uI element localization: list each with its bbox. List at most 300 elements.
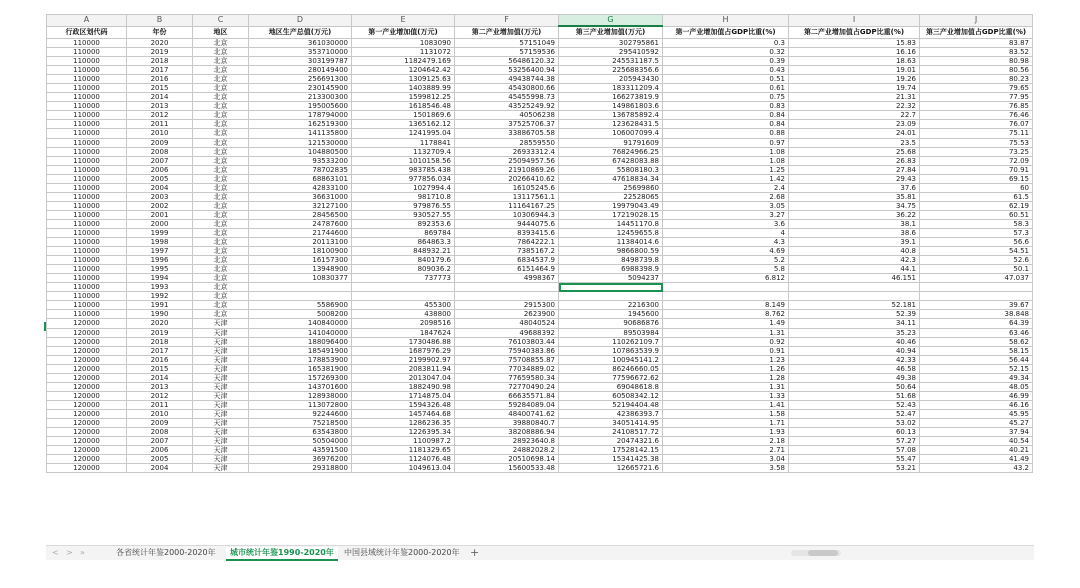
table-cell[interactable]: 20113100	[249, 238, 352, 247]
table-cell[interactable]: 2015	[127, 364, 193, 373]
table-cell[interactable]: 天津	[193, 373, 249, 382]
table-cell[interactable]: 60508342.12	[559, 391, 663, 400]
table-cell[interactable]: 17528142.15	[559, 446, 663, 455]
table-cell[interactable]: 120000	[47, 337, 127, 346]
table-cell[interactable]: 809036.2	[352, 265, 455, 274]
table-cell[interactable]: 1501869.6	[352, 111, 455, 120]
table-cell[interactable]: 北京	[193, 120, 249, 129]
table-cell[interactable]: 39880840.7	[455, 418, 559, 427]
table-cell[interactable]: 14451170.8	[559, 219, 663, 228]
table-cell[interactable]: 15.83	[789, 39, 920, 48]
column-header-d[interactable]: D	[249, 15, 352, 27]
table-cell[interactable]: 2013047.04	[352, 373, 455, 382]
table-cell[interactable]: 110000	[47, 102, 127, 111]
column-header-i[interactable]: I	[789, 15, 920, 27]
table-cell[interactable]: 80.98	[920, 57, 1033, 66]
table-cell[interactable]: 49688392	[455, 328, 559, 337]
table-cell[interactable]: 天津	[193, 319, 249, 328]
table-cell[interactable]: 869784	[352, 228, 455, 237]
table-cell[interactable]: 45455998.73	[455, 93, 559, 102]
table-cell[interactable]: 0.88	[663, 129, 789, 138]
table-cell[interactable]: 46.151	[789, 274, 920, 283]
table-cell[interactable]: 2019	[127, 48, 193, 57]
table-cell[interactable]: 16157300	[249, 256, 352, 265]
table-cell[interactable]	[352, 292, 455, 301]
table-cell[interactable]: 12459655.8	[559, 228, 663, 237]
table-cell[interactable]: 2014	[127, 373, 193, 382]
table-cell[interactable]: 北京	[193, 210, 249, 219]
table-cell[interactable]: 3.6	[663, 219, 789, 228]
table-cell[interactable]: 46.99	[920, 391, 1033, 400]
table-cell[interactable]: 2019	[127, 328, 193, 337]
table-cell[interactable]: 48400741.62	[455, 409, 559, 418]
table-cell[interactable]: 76103803.44	[455, 337, 559, 346]
table-cell[interactable]: 195005600	[249, 102, 352, 111]
table-cell[interactable]: 157269300	[249, 373, 352, 382]
table-cell[interactable]: 75.53	[920, 138, 1033, 147]
table-cell[interactable]: 36.22	[789, 210, 920, 219]
table-cell[interactable]: 2623900	[455, 310, 559, 319]
table-cell[interactable]: 2.71	[663, 446, 789, 455]
table-cell[interactable]: 52.39	[789, 310, 920, 319]
table-cell[interactable]: 185491900	[249, 346, 352, 355]
table-cell[interactable]: 45.27	[920, 418, 1033, 427]
table-cell[interactable]: 天津	[193, 391, 249, 400]
table-cell[interactable]: 1.31	[663, 382, 789, 391]
table-cell[interactable]: 1.93	[663, 428, 789, 437]
table-cell[interactable]: 1.28	[663, 373, 789, 382]
column-header-a[interactable]: A	[47, 15, 127, 27]
table-cell[interactable]: 438800	[352, 310, 455, 319]
table-cell[interactable]: 37.6	[789, 183, 920, 192]
table-cell[interactable]: 52.15	[920, 364, 1033, 373]
table-cell[interactable]: 2.68	[663, 192, 789, 201]
table-cell[interactable]: 29318800	[249, 464, 352, 473]
table-cell[interactable]: 北京	[193, 247, 249, 256]
table-cell[interactable]: 13948900	[249, 265, 352, 274]
table-cell[interactable]: 12665721.6	[559, 464, 663, 473]
table-cell[interactable]: 54.51	[920, 247, 1033, 256]
table-cell[interactable]	[249, 292, 352, 301]
table-cell[interactable]: 56.44	[920, 355, 1033, 364]
table-cell[interactable]: 19979043.49	[559, 201, 663, 210]
table-cell[interactable]	[455, 292, 559, 301]
table-cell[interactable]: 165381900	[249, 364, 352, 373]
table-cell[interactable]: 89503984	[559, 328, 663, 337]
table-cell[interactable]: 58.15	[920, 346, 1033, 355]
table-cell[interactable]: 天津	[193, 400, 249, 409]
table-cell[interactable]: 120000	[47, 437, 127, 446]
table-cell[interactable]: 52.6	[920, 256, 1033, 265]
table-cell[interactable]: 737773	[352, 274, 455, 283]
field-header-cell[interactable]: 第三产业增加值(万元)	[559, 26, 663, 39]
table-cell[interactable]: 120000	[47, 382, 127, 391]
table-cell[interactable]: 979876.55	[352, 201, 455, 210]
table-cell[interactable]: 52.43	[789, 400, 920, 409]
table-cell[interactable]: 北京	[193, 228, 249, 237]
table-cell[interactable]: 2004	[127, 464, 193, 473]
table-cell[interactable]: 2008	[127, 428, 193, 437]
table-cell[interactable]: 69.15	[920, 174, 1033, 183]
table-cell[interactable]: 5094237	[559, 274, 663, 283]
table-cell[interactable]: 43.2	[920, 464, 1033, 473]
field-header-cell[interactable]: 年份	[127, 26, 193, 39]
table-cell[interactable]: 46.16	[920, 400, 1033, 409]
table-cell[interactable]: 4.3	[663, 238, 789, 247]
table-cell[interactable]: 63.46	[920, 328, 1033, 337]
first-sheet-icon[interactable]: <	[52, 548, 59, 557]
table-cell[interactable]: 1994	[127, 274, 193, 283]
table-cell[interactable]: 107863539.9	[559, 346, 663, 355]
table-cell[interactable]: 50.64	[789, 382, 920, 391]
table-cell[interactable]: 245531187.5	[559, 57, 663, 66]
table-cell[interactable]: 353710000	[249, 48, 352, 57]
table-cell[interactable]: 295410592	[559, 48, 663, 57]
table-cell[interactable]: 1996	[127, 256, 193, 265]
table-cell[interactable]: 53.02	[789, 418, 920, 427]
table-cell[interactable]: 北京	[193, 292, 249, 301]
table-cell[interactable]: 1.71	[663, 418, 789, 427]
table-cell[interactable]: 141040000	[249, 328, 352, 337]
table-cell[interactable]: 16.16	[789, 48, 920, 57]
table-cell[interactable]: 2003	[127, 192, 193, 201]
column-header-b[interactable]: B	[127, 15, 193, 27]
table-cell[interactable]: 11384014.6	[559, 238, 663, 247]
table-cell[interactable]: 25.68	[789, 147, 920, 156]
table-cell[interactable]: 天津	[193, 382, 249, 391]
table-cell[interactable]: 1.23	[663, 355, 789, 364]
table-cell[interactable]: 110000	[47, 39, 127, 48]
table-cell[interactable]: 北京	[193, 219, 249, 228]
table-cell[interactable]: 2017	[127, 66, 193, 75]
table-cell[interactable]: 53256400.94	[455, 66, 559, 75]
table-cell[interactable]: 3.04	[663, 455, 789, 464]
table-cell[interactable]: 34051414.95	[559, 418, 663, 427]
table-cell[interactable]: 24882028.2	[455, 446, 559, 455]
table-cell[interactable]: 2018	[127, 57, 193, 66]
table-cell[interactable]: 13117561.1	[455, 192, 559, 201]
table-cell[interactable]: 2017	[127, 346, 193, 355]
table-cell[interactable]: 110000	[47, 256, 127, 265]
table-cell[interactable]: 110000	[47, 201, 127, 210]
table-cell[interactable]: 62.19	[920, 201, 1033, 210]
table-cell[interactable]: 1178841	[352, 138, 455, 147]
table-cell[interactable]: 90686876	[559, 319, 663, 328]
table-cell[interactable]: 91791609	[559, 138, 663, 147]
table-cell[interactable]: 1945600	[559, 310, 663, 319]
table-cell[interactable]: 8393415.6	[455, 228, 559, 237]
table-cell[interactable]: 110000	[47, 265, 127, 274]
field-header-cell[interactable]: 第二产业增加值占GDP比重(%)	[789, 26, 920, 39]
table-cell[interactable]: 110262109.7	[559, 337, 663, 346]
table-cell[interactable]: 2000	[127, 219, 193, 228]
table-cell[interactable]: 36976200	[249, 455, 352, 464]
table-cell[interactable]: 61.5	[920, 192, 1033, 201]
table-cell[interactable]: 110000	[47, 183, 127, 192]
table-cell[interactable]: 天津	[193, 328, 249, 337]
table-cell[interactable]: 50.1	[920, 265, 1033, 274]
table-cell[interactable]: 3.27	[663, 210, 789, 219]
table-cell[interactable]: 16105245.6	[455, 183, 559, 192]
table-cell[interactable]: 1993	[127, 283, 193, 292]
table-cell[interactable]: 42833100	[249, 183, 352, 192]
table-cell[interactable]: 1687976.29	[352, 346, 455, 355]
table-cell[interactable]: 40.46	[789, 337, 920, 346]
table-cell[interactable]: 110000	[47, 274, 127, 283]
table-cell[interactable]: 42.3	[789, 256, 920, 265]
table-cell[interactable]: 83.87	[920, 39, 1033, 48]
table-cell[interactable]: 5586900	[249, 301, 352, 310]
table-cell[interactable]: 49.34	[920, 373, 1033, 382]
table-cell[interactable]: 21.31	[789, 93, 920, 102]
table-cell[interactable]: 49438744.38	[455, 75, 559, 84]
table-cell[interactable]: 1083090	[352, 39, 455, 48]
table-cell[interactable]: 110000	[47, 238, 127, 247]
table-cell[interactable]: 113072800	[249, 400, 352, 409]
table-cell[interactable]: 0.83	[663, 102, 789, 111]
table-cell[interactable]: 73.25	[920, 147, 1033, 156]
table-cell[interactable]: 1999	[127, 228, 193, 237]
table-cell[interactable]: 8498739.8	[559, 256, 663, 265]
table-cell[interactable]: 0.75	[663, 93, 789, 102]
table-cell[interactable]: 36631000	[249, 192, 352, 201]
table-cell[interactable]: 110000	[47, 120, 127, 129]
table-cell[interactable]: 2006	[127, 446, 193, 455]
column-header-e[interactable]: E	[352, 15, 455, 27]
table-cell[interactable]: 120000	[47, 355, 127, 364]
table-cell[interactable]: 60	[920, 183, 1033, 192]
table-cell[interactable]: 183311209.4	[559, 84, 663, 93]
table-cell[interactable]: 42386393.7	[559, 409, 663, 418]
table-cell[interactable]: 北京	[193, 156, 249, 165]
table-cell[interactable]: 110000	[47, 174, 127, 183]
table-cell[interactable]: 38208886.94	[455, 428, 559, 437]
table-cell[interactable]: 76.46	[920, 111, 1033, 120]
table-cell[interactable]: 302795861	[559, 39, 663, 48]
table-cell[interactable]: 205943430	[559, 75, 663, 84]
table-cell[interactable]: 75218500	[249, 418, 352, 427]
table-cell[interactable]: 63543800	[249, 428, 352, 437]
table-cell[interactable]: 26933312.4	[455, 147, 559, 156]
table-cell[interactable]: 24.01	[789, 129, 920, 138]
table-cell[interactable]: 64.39	[920, 319, 1033, 328]
table-cell[interactable]: 38.1	[789, 219, 920, 228]
table-cell[interactable]: 2915300	[455, 301, 559, 310]
table-cell[interactable]: 28456500	[249, 210, 352, 219]
table-cell[interactable]: 40.54	[920, 437, 1033, 446]
table-cell[interactable]: 140840000	[249, 319, 352, 328]
table-cell[interactable]: 110000	[47, 292, 127, 301]
table-cell[interactable]: 4	[663, 228, 789, 237]
column-header-h[interactable]: H	[663, 15, 789, 27]
table-cell[interactable]: 5008200	[249, 310, 352, 319]
table-cell[interactable]: 120000	[47, 428, 127, 437]
table-cell[interactable]: 北京	[193, 283, 249, 292]
table-cell[interactable]: 1995	[127, 265, 193, 274]
table-cell[interactable]: 1.33	[663, 391, 789, 400]
table-cell[interactable]: 北京	[193, 138, 249, 147]
table-cell[interactable]: 80.23	[920, 75, 1033, 84]
table-cell[interactable]: 280149400	[249, 66, 352, 75]
table-cell[interactable]: 110000	[47, 147, 127, 156]
table-cell[interactable]: 37.94	[920, 428, 1033, 437]
table-cell[interactable]: 80.56	[920, 66, 1033, 75]
table-cell[interactable]	[789, 292, 920, 301]
table-cell[interactable]: 32127100	[249, 201, 352, 210]
table-cell[interactable]: 213300300	[249, 93, 352, 102]
table-cell[interactable]: 1241995.04	[352, 129, 455, 138]
table-cell[interactable]: 19.01	[789, 66, 920, 75]
table-cell[interactable]: 天津	[193, 418, 249, 427]
table-cell[interactable]: 5.8	[663, 265, 789, 274]
column-header-f[interactable]: F	[455, 15, 559, 27]
table-cell[interactable]: 39.1	[789, 238, 920, 247]
table-cell[interactable]: 68863101	[249, 174, 352, 183]
table-cell[interactable]: 0.39	[663, 57, 789, 66]
table-cell[interactable]: 2001	[127, 210, 193, 219]
table-cell[interactable]: 66635571.84	[455, 391, 559, 400]
table-cell[interactable]: 11164167.25	[455, 201, 559, 210]
table-cell[interactable]: 天津	[193, 364, 249, 373]
table-cell[interactable]: 1599812.25	[352, 93, 455, 102]
table-cell[interactable]: 北京	[193, 93, 249, 102]
table-cell[interactable]: 79.65	[920, 84, 1033, 93]
table-cell[interactable]: 70.91	[920, 165, 1033, 174]
table-cell[interactable]: 35.81	[789, 192, 920, 201]
table-cell[interactable]: 10830377	[249, 274, 352, 283]
table-cell[interactable]: 110000	[47, 283, 127, 292]
table-cell[interactable]: 162519300	[249, 120, 352, 129]
table-cell[interactable]: 天津	[193, 437, 249, 446]
table-cell[interactable]: 北京	[193, 57, 249, 66]
table-cell[interactable]: 2004	[127, 183, 193, 192]
field-header-cell[interactable]: 第二产业增加值(万元)	[455, 26, 559, 39]
table-cell[interactable]: 110000	[47, 192, 127, 201]
table-cell[interactable]: 26.83	[789, 156, 920, 165]
table-cell[interactable]: 38.6	[789, 228, 920, 237]
table-cell[interactable]: 4.69	[663, 247, 789, 256]
table-cell[interactable]: 76824966.25	[559, 147, 663, 156]
table-cell[interactable]: 7864222.1	[455, 238, 559, 247]
table-cell[interactable]: 2002	[127, 201, 193, 210]
table-cell[interactable]: 840179.6	[352, 256, 455, 265]
table-cell[interactable]: 120000	[47, 319, 127, 328]
table-cell[interactable]: 15341425.38	[559, 455, 663, 464]
table-cell[interactable]: 18.63	[789, 57, 920, 66]
table-cell[interactable]: 120000	[47, 409, 127, 418]
field-header-cell[interactable]: 行政区划代码	[47, 26, 127, 39]
table-cell[interactable]: 1618546.48	[352, 102, 455, 111]
table-cell[interactable]: 23.09	[789, 120, 920, 129]
table-cell[interactable]: 天津	[193, 446, 249, 455]
table-cell[interactable]: 2018	[127, 337, 193, 346]
table-cell[interactable]: 120000	[47, 464, 127, 473]
table-cell[interactable]: 892353.6	[352, 219, 455, 228]
table-cell[interactable]: 72770490.24	[455, 382, 559, 391]
table-cell[interactable]: 40.21	[920, 446, 1033, 455]
table-cell[interactable]: 22.7	[789, 111, 920, 120]
table-cell[interactable]: 120000	[47, 391, 127, 400]
table-cell[interactable]: 143701600	[249, 382, 352, 391]
table-cell[interactable]: 67428083.88	[559, 156, 663, 165]
table-cell[interactable]: 1132709.4	[352, 147, 455, 156]
table-cell[interactable]: 0.91	[663, 346, 789, 355]
table-cell[interactable]	[663, 283, 789, 292]
table-cell[interactable]: 121530000	[249, 138, 352, 147]
table-cell[interactable]: 120000	[47, 346, 127, 355]
table-cell[interactable]: 110000	[47, 165, 127, 174]
table-cell[interactable]: 44.1	[789, 265, 920, 274]
table-cell[interactable]: 2.4	[663, 183, 789, 192]
table-cell[interactable]: 110000	[47, 156, 127, 165]
prev-sheet-icon[interactable]: >	[66, 548, 73, 557]
table-cell[interactable]: 120000	[47, 373, 127, 382]
table-cell[interactable]: 149861803.6	[559, 102, 663, 111]
table-cell[interactable]: 977856.034	[352, 174, 455, 183]
table-cell[interactable]: 2006	[127, 165, 193, 174]
table-cell[interactable]: 55808180.3	[559, 165, 663, 174]
table-cell[interactable]: 2007	[127, 156, 193, 165]
table-cell[interactable]: 40506238	[455, 111, 559, 120]
table-cell[interactable]: 2083811.94	[352, 364, 455, 373]
table-cell[interactable]: 1.26	[663, 364, 789, 373]
table-cell[interactable]: 58.3	[920, 219, 1033, 228]
table-cell[interactable]: 29.43	[789, 174, 920, 183]
table-cell[interactable]: 120000	[47, 418, 127, 427]
table-cell[interactable]: 58.62	[920, 337, 1033, 346]
table-cell[interactable]: 49.38	[789, 373, 920, 382]
table-cell[interactable]: 48.05	[920, 382, 1033, 391]
table-cell[interactable]: 20510698.14	[455, 455, 559, 464]
table-cell[interactable]: 2010	[127, 129, 193, 138]
table-cell[interactable]: 北京	[193, 238, 249, 247]
table-cell[interactable]: 56.6	[920, 238, 1033, 247]
table-cell[interactable]: 1027994.4	[352, 183, 455, 192]
table-cell[interactable]: 2012	[127, 391, 193, 400]
table-cell[interactable]: 0.84	[663, 120, 789, 129]
table-cell[interactable]: 1847624	[352, 328, 455, 337]
table-cell[interactable]: 6.812	[663, 274, 789, 283]
table-cell[interactable]: 20474321.6	[559, 437, 663, 446]
table-cell[interactable]: 1226395.34	[352, 428, 455, 437]
table-cell[interactable]: 60.51	[920, 210, 1033, 219]
table-cell[interactable]: 110000	[47, 57, 127, 66]
table-cell[interactable]: 110000	[47, 228, 127, 237]
table-cell[interactable]: 3.58	[663, 464, 789, 473]
table-cell[interactable]: 983785.438	[352, 165, 455, 174]
table-cell[interactable]: 3.05	[663, 201, 789, 210]
table-cell[interactable]: 7385167.2	[455, 247, 559, 256]
table-cell[interactable]: 40.8	[789, 247, 920, 256]
next-sheet-icon[interactable]: »	[80, 548, 85, 557]
table-cell[interactable]: 北京	[193, 201, 249, 210]
table-cell[interactable]: 47.037	[920, 274, 1033, 283]
table-cell[interactable]: 110000	[47, 75, 127, 84]
table-cell[interactable]: 15600533.48	[455, 464, 559, 473]
table-cell[interactable]: 北京	[193, 129, 249, 138]
table-cell[interactable]: 78702835	[249, 165, 352, 174]
table-cell[interactable]: 136785892.4	[559, 111, 663, 120]
table-cell[interactable]: 1403889.99	[352, 84, 455, 93]
scrollbar-thumb[interactable]	[808, 550, 838, 556]
table-cell[interactable]: 57.3	[920, 228, 1033, 237]
table-cell[interactable]	[920, 283, 1033, 292]
table-cell[interactable]: 76.07	[920, 120, 1033, 129]
table-cell[interactable]: 52.47	[789, 409, 920, 418]
table-cell[interactable]	[789, 283, 920, 292]
table-cell[interactable]: 110000	[47, 247, 127, 256]
table-cell[interactable]: 104880500	[249, 147, 352, 156]
